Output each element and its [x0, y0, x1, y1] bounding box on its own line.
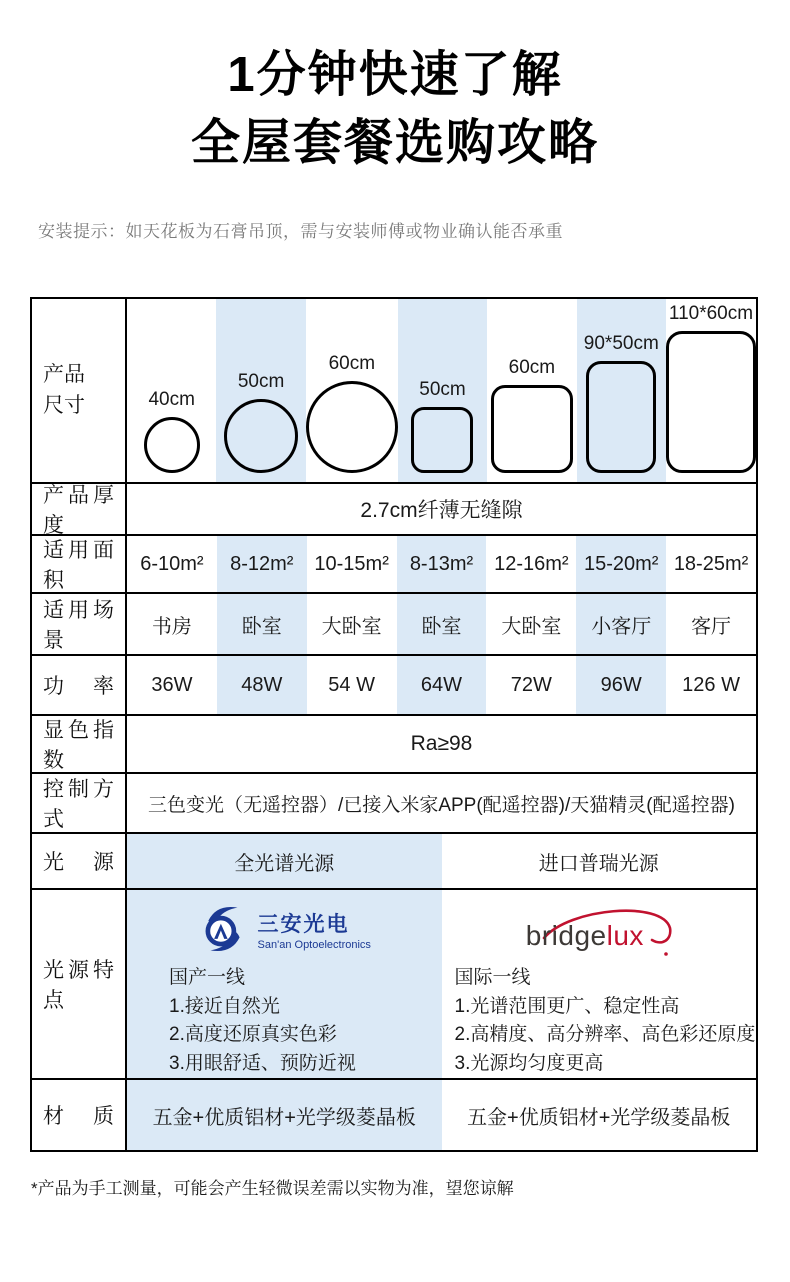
install-tip: 安装提示：如天花板为石膏吊顶，需与安装师傅或物业确认能否承重 — [38, 222, 563, 242]
row-label-thickness: 产品厚度 — [32, 484, 127, 534]
feature-left-point: 3.用眼舒适、预防近视 — [169, 1052, 356, 1074]
row-label-area: 适用面积 — [32, 536, 127, 592]
scene-value: 大卧室 — [321, 615, 382, 638]
feature-right-point: 2.高精度、高分辨率、高色彩还原度 — [454, 1024, 756, 1045]
row-label-product-size: 产品 尺寸 — [32, 299, 127, 482]
page-title-line2: 全屋套餐选购攻略 — [190, 115, 599, 170]
row-power — [32, 656, 756, 716]
circle-60cm-shape — [306, 381, 398, 473]
scene-value: 大卧室 — [501, 615, 562, 638]
feature-right-list — [442, 964, 756, 1078]
row-label-power: 功率 — [32, 656, 127, 714]
footnote: *产品为手工测量，可能会产生轻微误差需以实物为准，望您谅解 — [31, 1179, 514, 1198]
power-value: 48W — [217, 656, 307, 714]
size-option-50cm-square: 50cm — [398, 299, 487, 482]
material-left-value: 五金+优质铝材+光学级菱晶板 — [127, 1080, 442, 1150]
size-option-110x60cm: 110*60cm — [666, 299, 756, 482]
circle-50cm-shape — [224, 399, 298, 473]
feature-left-point: 1.接近自然光 — [169, 995, 280, 1017]
row-label-cri: 显色指数 — [32, 716, 127, 772]
material-right-value: 五金+优质铝材+光学级菱晶板 — [467, 1106, 731, 1129]
area-value: 15-20m² — [576, 536, 666, 592]
row-control — [32, 774, 756, 834]
size-option-60cm-round: 60cm — [306, 299, 398, 482]
square-60cm-shape — [491, 385, 573, 473]
bridgelux-brand-red: lux — [606, 920, 644, 951]
power-value: 54 W — [328, 673, 375, 696]
row-source-features — [32, 890, 756, 1080]
power-value: 72W — [510, 673, 552, 696]
cri-value: Ra≥98 — [410, 732, 473, 755]
power-value: 36W — [151, 673, 193, 696]
scene-value: 卧室 — [397, 594, 487, 654]
area-value: 10-15m² — [314, 552, 389, 575]
sanan-brand-en: San'an Optoelectronics — [257, 938, 371, 951]
area-value: 18-25m² — [673, 552, 749, 575]
page-title — [0, 42, 790, 177]
scene-value: 小客厅 — [576, 594, 666, 654]
size-option-90x50cm: 90*50cm — [577, 299, 666, 482]
row-area — [32, 536, 756, 594]
size-option-60cm-square: 60cm — [487, 299, 576, 482]
sanan-brand-cn: 三安光电 — [257, 912, 350, 936]
source-right-value: 进口普瑞光源 — [538, 852, 659, 875]
row-label-material: 材质 — [32, 1080, 127, 1150]
feature-right-panel — [442, 890, 757, 1078]
thickness-value: 2.7cm纤薄无缝隙 — [360, 499, 523, 522]
feature-right-point: 1.光谱范围更广、稳定性高 — [454, 995, 680, 1017]
area-value: 12-16m² — [494, 552, 569, 575]
control-value: 三色变光（无遥控器）/已接入米家APP(配遥控器)/天猫精灵(配遥控器) — [148, 794, 735, 816]
feature-right-tier: 国际一线 — [454, 967, 531, 988]
row-light-source — [32, 834, 756, 890]
page-title-line1: 1分钟快速了解 — [227, 48, 563, 102]
row-label-control: 控制方式 — [32, 774, 127, 832]
size-option-40cm: 40cm — [127, 299, 216, 482]
square-50cm-shape — [411, 407, 473, 473]
row-label-light-source: 光源 — [32, 834, 127, 888]
feature-left-list — [127, 964, 356, 1078]
row-cri — [32, 716, 756, 774]
rect-110x60cm-shape — [666, 331, 756, 473]
power-value: 96W — [576, 656, 666, 714]
row-product-size — [32, 299, 756, 484]
row-label-source-features: 光源特点 — [32, 890, 127, 1078]
feature-right-point: 3.光源均匀度更高 — [454, 1052, 604, 1074]
area-value: 6-10m² — [140, 552, 204, 575]
source-left-value: 全光谱光源 — [127, 834, 442, 888]
power-value: 126 W — [682, 673, 740, 696]
rect-90x50cm-shape — [586, 361, 656, 473]
sanan-logo — [198, 902, 371, 956]
row-scene — [32, 594, 756, 656]
scene-value: 客厅 — [691, 615, 732, 638]
feature-left-tier: 国产一线 — [169, 967, 246, 988]
row-label-scene: 适用场景 — [32, 594, 127, 654]
bridgelux-logo — [514, 902, 684, 956]
feature-left-point: 2.高度还原真实色彩 — [169, 1024, 337, 1045]
scene-value: 卧室 — [217, 594, 307, 654]
row-thickness — [32, 484, 756, 536]
bridgelux-brand-black: bridge — [525, 920, 607, 951]
feature-left-panel — [127, 890, 442, 1078]
area-value: 8-12m² — [217, 536, 307, 592]
area-value: 8-13m² — [397, 536, 487, 592]
size-option-50cm-round: 50cm — [216, 299, 305, 482]
sanan-logo-icon — [198, 903, 250, 955]
spec-table — [30, 297, 758, 1152]
scene-value: 书房 — [151, 615, 192, 638]
row-material — [32, 1080, 756, 1150]
power-value: 64W — [397, 656, 487, 714]
circle-40cm-shape — [144, 417, 200, 473]
